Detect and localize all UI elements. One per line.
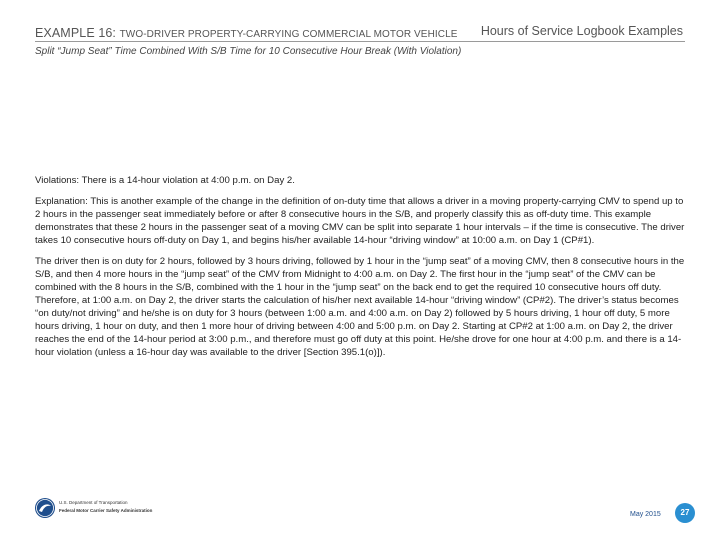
- dot-logo-icon: [35, 498, 55, 518]
- agency-line1: U.S. Department of Transportation: [59, 500, 128, 505]
- agency-line2: Federal Motor Carrier Safety Administration: [59, 508, 153, 513]
- violations-text: There is a 14-hour violation at 4:00 p.m. on Day 2.: [81, 175, 295, 186]
- series-title: Hours of Service Logbook Examples: [480, 24, 683, 38]
- example-label: EXAMPLE 16:: [35, 26, 117, 40]
- slide-subtitle: Split “Jump Seat” Time Combined With S/B Time for 10 Consecutive Hour Break (With Violation): [35, 46, 462, 57]
- violations-paragraph: [35, 174, 685, 187]
- example-title: [35, 26, 458, 40]
- agency-logo: [35, 498, 185, 518]
- page-number-badge: 27: [675, 503, 695, 523]
- slide-header: [35, 22, 685, 42]
- explanation-text: This is another example of the change in the definition of on-duty time that allows a driver in a moving property-carrying CMV to spend up to 2 hours in the passenger seat immediately before or after 8 consecutive hours in the S/B, and properly classify this as off-duty time. This example demonstrates that these 2 hours in the passenger seat of a moving CMV can be split into separate 1 hour intervals – if the time is consecutive. The driver takes 10 consecutive hours off-duty on Day 1, and begins his/her available 14-hour “driving window” at 10:00 a.m. on Day 1 (CP#1).: [35, 196, 685, 246]
- explanation-label: Explanation:: [35, 196, 88, 207]
- details-paragraph: The driver then is on duty for 2 hours, followed by 3 hours driving, followed by 1 hour in the “jump seat” of a moving CMV, then 8 consecutive hours in the S/B, and then 4 more hours in the “jump seat” of the CMV from Midnight to 4:00 a.m. on Day 2. The first hour in the “jump seat” of the CMV can be combined with the 8 hours in the S/B, combined with the 1 hour in the “jump seat” on the back end to get the required 10 consecutive hours off duty. Therefore, at 1:00 a.m. on Day 2, the driver starts the calculation of his/her next available 14-hour “driving window” (CP#2). The driver’s status becomes “on duty/not driving” and he/she is on duty for 3 hours (between 1:00 a.m. and 4:00 a.m. on Day 2) followed by 5 hours driving, 1 hour off duty, 5 more hours driving, 1 hour on duty, and then 1 more hour of driving between 4:00 and 5:00 p.m. on Day 2. Starting at CP#2 at 1:00 a.m. on Day 2, the driver reaches the end of the 14-hour period at 3:00 p.m., and therefore must go off duty at this point. He/she drove for one hour at 4:00 p.m. and there is a 14- hour violation (unless a 16-hour day was available to the driver [Section 395.1(o)]).: [35, 256, 685, 358]
- violations-label: Violations:: [35, 175, 80, 186]
- header-divider: [35, 41, 685, 42]
- body-text: [35, 174, 685, 367]
- explanation-paragraph: [35, 195, 685, 247]
- example-subtitle: TWO-DRIVER PROPERTY-CARRYING COMMERCIAL MOTOR VEHICLE: [119, 29, 458, 40]
- footer-date: May 2015: [630, 511, 661, 518]
